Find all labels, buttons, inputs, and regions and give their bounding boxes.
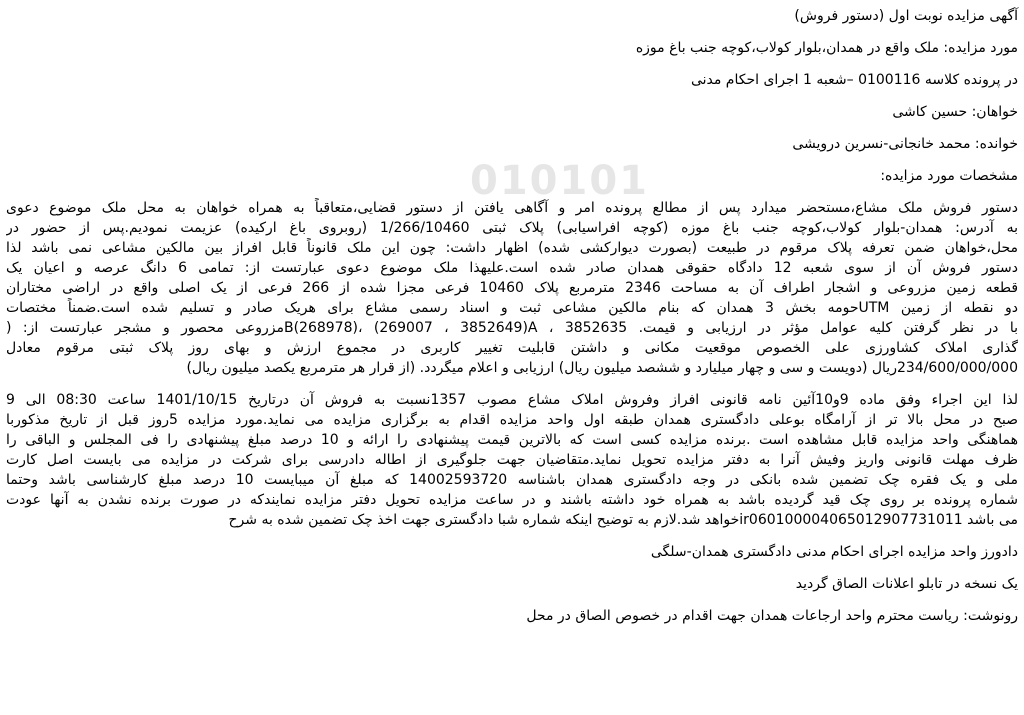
specs-line: دستور فروش ملک مشاع،مستحضر میدارد پس از مطالع پرونده امر و آگاهی یافتن از دستور قضایی،متعاقباً به همراه خواهان به محل ملک موضوع دعوی: [6, 200, 1018, 216]
specs-line: با در نظر گرفتن کلیه عوامل مؤثر در ارزیابی و قیمت. 3852635 ، B(268978)، (269007 ، 3852649)Aمزروعی محصور و مشجر عبارتست از: (: [6, 320, 1018, 336]
copy-note: رونوشت: ریاست محترم واحد ارجاعات همدان جهت اقدام در خصوص الصاق در محل: [526, 608, 1018, 624]
notice-title: آگهی مزایده نوبت اول (دستور فروش): [794, 8, 1018, 24]
specs-line: گذاری املاک کشاورزی علی الخصوص موقعیت مکانی و داشتن قابلیت تغییر کاربری در مجموع ارزش و بهای روز پلاک ثبتی مرقوم معادل: [6, 340, 1018, 356]
watermark-logo: 010101: [470, 158, 649, 204]
officer-signature: دادورز واحد مزایده اجرای احکام مدنی دادگستری همدان-سلگی: [650, 544, 1018, 560]
defendant: خوانده: محمد خانجانی-نسرین درویشی: [792, 136, 1018, 152]
plaintiff: خواهان: حسین کاشی: [892, 104, 1018, 120]
posting-note: یک نسخه در تابلو اعلانات الصاق گردید: [795, 576, 1018, 592]
case-file: در پرونده کلاسه 0100116 –شعبه 1 اجرای احکام مدنی: [690, 72, 1018, 88]
specs-line: به آدرس: همدان-بلوار کولاب،کوچه جنب باغ موزه (کوچه افراسیابی) پلاک ثبتی 1/266/10460 (روبروی باغ ارکیده) عزیمت نمودیم.پس از حضور در: [6, 220, 1018, 236]
specs-line: دستور فروش آن از سوی شعبه 12 دادگاه حقوقی همدان صادر شده است.علیهذا ملک موضوع دعوی عبارتست از: تمامی 6 دانگ عرصه و اعیان یک: [6, 260, 1018, 276]
auction-subject: مورد مزایده: ملک واقع در همدان،بلوار کولاب،کوچه جنب باغ موزه: [635, 40, 1018, 56]
auction-line: صبح در محل بالا تر از آرامگاه بوعلی دادگستری همدان طبقه اول واحد مزایده اقدام به برگزاری مزایده می نماید.مورد مزایده 5روز قبل از تاریخ مذکوربا: [6, 412, 1018, 428]
specs-line: دو نقطه از زمین UTMحومه بخش 3 همدان که بنام مالکین مشاعی ثبت و اسناد رسمی مشاع برای هریک صادر و تسلیم شده است.ضمناً مختصات: [6, 300, 1018, 316]
specs-paragraph: [6, 198, 1018, 378]
auction-line: هماهنگی واحد مزایده قابل مشاهده است .برنده مزایده کسی است که بالاترین قیمت پیشنهادی را ارائه و 10 درصد مبلغ پیشنهادی را فی المجلس و الباقی را: [6, 432, 1018, 448]
auction-line: شماره پرونده بر روی چک قید گردیده باشد به همراه خود داشته باشند و در ساعت مزایده تحویل دفتر مزایده نمایندکه در صورت برنده نشدن به آنها عودت: [6, 492, 1018, 508]
auction-paragraph: [6, 390, 1018, 530]
auction-line: ملی و یک فقره چک تضمین شده بانکی در وجه دادگستری همدان باشناسه 14002593720 که مبلغ آن میبایست 10 درصد مبلغ کارشناسی باشد وحتما: [6, 472, 1018, 488]
specs-line: 234/600/000/000ریال (دویست و سی و چهار میلیارد و ششصد میلیون ریال) ارزیابی و اعلام میگردد. (از قرار هر مترمربع یکصد میلیون ریال): [186, 360, 1018, 376]
auction-line: لذا این اجراء وفق ماده 9و10آئین نامه قانونی افراز وفروش املاک مشاع مصوب 1357نسبت به فروش آن درتاریخ 1401/10/15 ساعت 08:30 الی 9: [6, 392, 1018, 408]
auction-line: ظرف مهلت قانونی واریز وفیش آنرا به دفتر مزایده تحویل نماید.متقاضیان جهت جلوگیری از اطاله دادرسی برای شرکت در مزایده می بایست اصل کارت: [6, 452, 1018, 468]
specs-heading: مشخصات مورد مزایده:: [880, 168, 1018, 184]
auction-line: می باشد ir060100004065012907731011خواهد شد.لازم به توضیح اینکه شماره شبا دادگستری جهت اخذ چک تضمین شده به شرح: [228, 512, 1018, 528]
specs-line: محل،خواهان ضمن تعرفه پلاک مرقوم در طبیعت (بصورت دیوارکشی شده) اظهار داشت: چون این ملک قانوناً قابل افراز بین مالکین مشاعی نمی باشد لذا: [6, 240, 1018, 256]
specs-line: قطعه زمین مزروعی و اشجار اطراف آن به مساحت 2346 مترمربع پلاک 10460 فرعی مجزا شده از 266 فرعی از یک اصلی واقع در اراضی مختاران: [6, 280, 1018, 296]
